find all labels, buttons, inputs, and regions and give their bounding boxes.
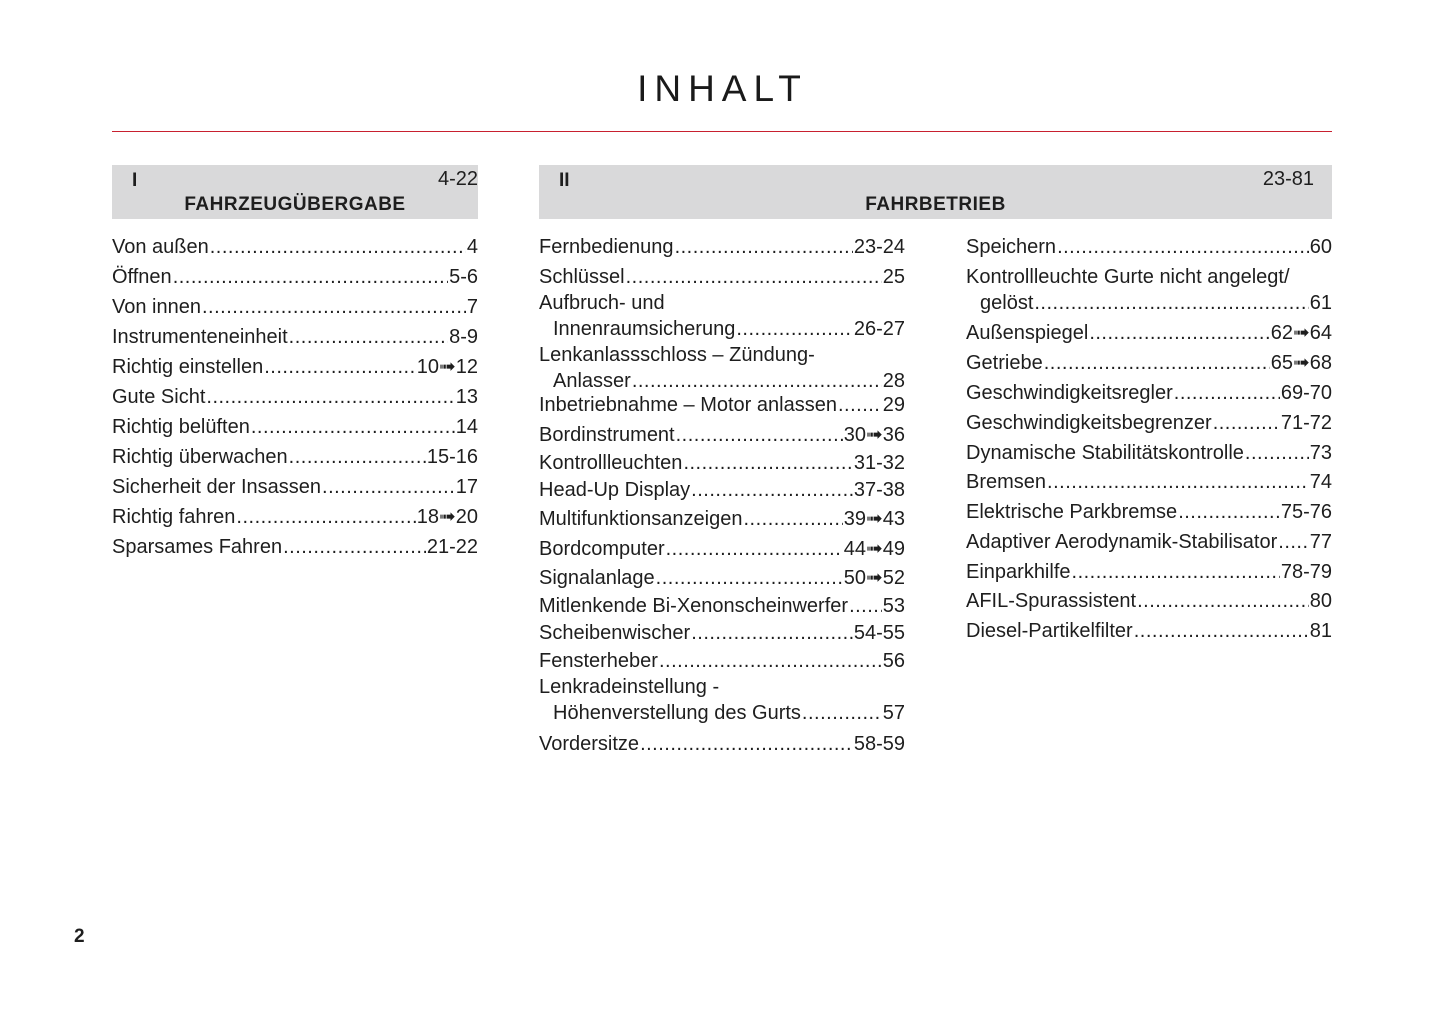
toc-entry-line bbox=[966, 469, 1332, 495]
toc-entry-page: 62➟64 bbox=[1270, 322, 1332, 344]
toc-entry-page: 80 bbox=[1309, 590, 1332, 612]
toc-entry[interactable] bbox=[112, 534, 478, 560]
toc-entry-line bbox=[966, 320, 1332, 346]
dot-leader bbox=[683, 450, 852, 476]
dot-leader bbox=[251, 414, 455, 440]
toc-entry-page: 21-22 bbox=[426, 536, 478, 558]
section-number: I bbox=[132, 170, 138, 191]
toc-entry-page: 77 bbox=[1309, 531, 1332, 553]
toc-entry-page: 5-6 bbox=[449, 266, 478, 288]
dot-leader bbox=[675, 234, 853, 260]
toc-entry[interactable] bbox=[966, 350, 1332, 376]
dot-leader bbox=[1178, 499, 1280, 525]
toc-entry[interactable] bbox=[539, 731, 905, 757]
toc-entry-line bbox=[966, 559, 1332, 585]
toc-entry-line bbox=[539, 700, 905, 726]
toc-entry-label: Gute Sicht bbox=[112, 386, 206, 408]
toc-entry[interactable] bbox=[966, 380, 1332, 406]
toc-entry-line bbox=[539, 392, 905, 418]
toc-entry[interactable] bbox=[966, 588, 1332, 614]
toc-entry-label: Geschwindigkeitsregler bbox=[966, 382, 1173, 404]
toc-entry[interactable] bbox=[539, 234, 905, 260]
toc-entry-label: Richtig einstellen bbox=[112, 356, 264, 378]
toc-entry[interactable] bbox=[539, 342, 905, 394]
toc-entry-label: Sparsames Fahren bbox=[112, 536, 283, 558]
toc-entry-page: 53 bbox=[882, 595, 905, 617]
toc-entry-line bbox=[966, 410, 1332, 436]
dot-leader bbox=[1213, 410, 1280, 436]
toc-entry-label: Elektrische Parkbremse bbox=[966, 501, 1178, 523]
toc-entry-line bbox=[539, 450, 905, 476]
toc-entry-label: Richtig fahren bbox=[112, 506, 236, 528]
toc-entry-label: Anlasser bbox=[553, 370, 631, 392]
toc-entry-page: 44➟49 bbox=[843, 538, 905, 560]
toc-entry-line bbox=[112, 234, 478, 260]
section-page-range: 4-22 bbox=[437, 168, 478, 190]
dot-leader bbox=[322, 474, 455, 500]
toc-entry-line bbox=[539, 477, 905, 503]
dot-leader bbox=[1245, 440, 1309, 466]
toc-entry-page: 7 bbox=[466, 296, 478, 318]
toc-entry[interactable] bbox=[966, 499, 1332, 525]
toc-entry-page: 15-16 bbox=[426, 446, 478, 468]
section-heading: FAHRZEUGÜBERGABE bbox=[184, 194, 406, 215]
dot-leader bbox=[206, 384, 454, 410]
toc-entry[interactable] bbox=[112, 354, 478, 380]
toc-entry-page: 13 bbox=[455, 386, 478, 408]
toc-entry[interactable] bbox=[539, 536, 905, 562]
toc-entry-line bbox=[539, 536, 905, 562]
page-title: INHALT bbox=[637, 68, 808, 109]
toc-entry-page: 29 bbox=[882, 394, 905, 416]
toc-entry-line bbox=[112, 474, 478, 500]
toc-entry-line bbox=[966, 529, 1332, 555]
toc-entry-title: Lenkanlassschloss – Zündung- bbox=[539, 344, 815, 366]
toc-entry-line bbox=[966, 290, 1332, 316]
toc-entry[interactable] bbox=[112, 474, 478, 500]
toc-entry-line bbox=[112, 444, 478, 470]
toc-entry-line bbox=[112, 354, 478, 380]
toc-entry-page: 78-79 bbox=[1280, 561, 1332, 583]
toc-entry-page: 71-72 bbox=[1280, 412, 1332, 434]
toc-entry-label: Bordinstrument bbox=[539, 424, 675, 446]
dot-leader bbox=[1044, 350, 1270, 376]
toc-entry-line bbox=[112, 414, 478, 440]
toc-entry-page: 10➟12 bbox=[416, 356, 478, 378]
toc-entry-page: 26-27 bbox=[853, 318, 905, 340]
toc-entry[interactable] bbox=[539, 422, 905, 448]
toc-entry-label: Einparkhilfe bbox=[966, 561, 1071, 583]
dot-leader bbox=[736, 316, 853, 342]
dot-leader bbox=[1089, 320, 1269, 346]
dot-leader bbox=[1174, 380, 1280, 406]
dot-leader bbox=[1137, 588, 1309, 614]
dot-leader bbox=[659, 648, 882, 674]
toc-entry-label: Öffnen bbox=[112, 266, 172, 288]
toc-entry-line bbox=[966, 618, 1332, 644]
dot-leader bbox=[1072, 559, 1280, 585]
toc-entry-label: gelöst bbox=[980, 292, 1034, 314]
toc-entry-line bbox=[112, 264, 478, 290]
toc-entry-label: Geschwindigkeitsbegrenzer bbox=[966, 412, 1212, 434]
toc-entry-label: Bremsen bbox=[966, 471, 1047, 493]
dot-leader bbox=[849, 593, 882, 619]
toc-entry[interactable] bbox=[966, 529, 1332, 555]
toc-entry[interactable] bbox=[539, 290, 905, 342]
toc-entry-label: Sicherheit der Insassen bbox=[112, 476, 322, 498]
toc-entry[interactable] bbox=[966, 559, 1332, 585]
toc-entry-line bbox=[539, 316, 905, 342]
toc-entry[interactable] bbox=[966, 469, 1332, 495]
toc-entry-title: Kontrollleuchte Gurte nicht angelegt/ bbox=[966, 266, 1290, 288]
toc-entry-line bbox=[966, 350, 1332, 376]
toc-entry[interactable] bbox=[112, 264, 478, 290]
toc-entry-page: 74 bbox=[1309, 471, 1332, 493]
toc-entry[interactable] bbox=[539, 264, 905, 290]
toc-entry-page: 69-70 bbox=[1280, 382, 1332, 404]
toc-entry-line bbox=[112, 384, 478, 410]
toc-entry-line bbox=[539, 620, 905, 646]
toc-entry[interactable] bbox=[966, 234, 1332, 260]
toc-entry-page: 75-76 bbox=[1280, 501, 1332, 523]
toc-entry[interactable] bbox=[539, 392, 905, 418]
dot-leader bbox=[236, 504, 415, 530]
toc-entry-label: Von innen bbox=[112, 296, 201, 318]
toc-entry[interactable] bbox=[539, 477, 905, 503]
dot-leader bbox=[1034, 290, 1308, 316]
toc-entry-line bbox=[539, 648, 905, 674]
toc-entry-label: Außenspiegel bbox=[966, 322, 1089, 344]
toc-entry-label: Mitlenkende Bi-Xenonscheinwerfer bbox=[539, 595, 849, 617]
toc-entry-label: Signalanlage bbox=[539, 567, 655, 589]
toc-entry-label: Multifunktionsanzeigen bbox=[539, 508, 743, 530]
section-header-2 bbox=[539, 165, 1332, 219]
toc-entry-page: 18➟20 bbox=[416, 506, 478, 528]
toc-entry-page: 25 bbox=[882, 266, 905, 288]
dot-leader bbox=[666, 536, 843, 562]
dot-leader bbox=[289, 324, 448, 350]
toc-entry[interactable] bbox=[539, 450, 905, 476]
dot-leader bbox=[743, 506, 842, 532]
dot-leader bbox=[1278, 529, 1308, 555]
toc-entry-label: Getriebe bbox=[966, 352, 1043, 374]
toc-entry-line bbox=[966, 440, 1332, 466]
toc-entry[interactable] bbox=[112, 504, 478, 530]
toc-entry-line bbox=[539, 593, 905, 619]
toc-entry-label: Speichern bbox=[966, 236, 1057, 258]
toc-entry-page: 61 bbox=[1309, 292, 1332, 314]
toc-entry[interactable] bbox=[112, 414, 478, 440]
toc-entry-line bbox=[966, 499, 1332, 525]
dot-leader bbox=[691, 477, 853, 503]
section-number: II bbox=[559, 170, 570, 191]
dot-leader bbox=[1047, 469, 1309, 495]
toc-entry-line bbox=[112, 534, 478, 560]
section-header-1 bbox=[112, 165, 478, 219]
toc-entry-line bbox=[539, 565, 905, 591]
toc-entry-line bbox=[539, 264, 905, 290]
section-page-range: 23-81 bbox=[1262, 168, 1314, 190]
title-divider bbox=[112, 131, 1332, 132]
toc-entry-page: 50➟52 bbox=[843, 567, 905, 589]
dot-leader bbox=[691, 620, 853, 646]
toc-entry-label: Bordcomputer bbox=[539, 538, 665, 560]
dot-leader bbox=[632, 368, 882, 394]
dot-leader bbox=[1134, 618, 1309, 644]
toc-entry-label: Instrumenteneinheit bbox=[112, 326, 288, 348]
toc-entry[interactable] bbox=[539, 648, 905, 674]
dot-leader bbox=[283, 534, 426, 560]
toc-entry[interactable] bbox=[966, 618, 1332, 644]
toc-entry[interactable] bbox=[112, 444, 478, 470]
dot-leader bbox=[289, 444, 426, 470]
toc-entry-page: 31-32 bbox=[853, 452, 905, 474]
toc-entry-label: AFIL-Spurassistent bbox=[966, 590, 1137, 612]
dot-leader bbox=[626, 264, 882, 290]
toc-entry-line bbox=[112, 324, 478, 350]
toc-entry-page: 23-24 bbox=[853, 236, 905, 258]
toc-entry-page: 8-9 bbox=[449, 326, 478, 348]
page-number: 2 bbox=[74, 926, 85, 947]
toc-entry[interactable] bbox=[966, 264, 1332, 316]
toc-entry-page: 54-55 bbox=[853, 622, 905, 644]
toc-entry[interactable] bbox=[966, 440, 1332, 466]
section-heading: FAHRBETRIEB bbox=[865, 194, 1006, 215]
toc-entry[interactable] bbox=[539, 620, 905, 646]
toc-entry-line bbox=[539, 506, 905, 532]
dot-leader bbox=[1057, 234, 1309, 260]
toc-entry[interactable] bbox=[112, 384, 478, 410]
dot-leader bbox=[264, 354, 416, 380]
toc-entry-page: 30➟36 bbox=[843, 424, 905, 446]
toc-entry-page: 28 bbox=[882, 370, 905, 392]
toc-entry-page: 14 bbox=[455, 416, 478, 438]
toc-entry[interactable] bbox=[539, 506, 905, 532]
toc-entry-page: 73 bbox=[1309, 442, 1332, 464]
toc-entry-label: Diesel-Partikelfilter bbox=[966, 620, 1133, 642]
toc-entry-line bbox=[539, 368, 905, 394]
dot-leader bbox=[202, 294, 466, 320]
toc-entry-title: Aufbruch- und bbox=[539, 292, 665, 314]
toc-entry[interactable] bbox=[539, 674, 905, 726]
toc-entry-page: 17 bbox=[455, 476, 478, 498]
toc-entry-line bbox=[966, 380, 1332, 406]
toc-entry-line bbox=[966, 234, 1332, 260]
toc-entry-label: Höhenverstellung des Gurts bbox=[553, 702, 801, 724]
toc-entry-label: Scheibenwischer bbox=[539, 622, 691, 644]
toc-entry-page: 65➟68 bbox=[1270, 352, 1332, 374]
toc-entry-line bbox=[539, 731, 905, 757]
toc-entry-line bbox=[112, 294, 478, 320]
toc-entry[interactable] bbox=[112, 234, 478, 260]
toc-entry[interactable] bbox=[112, 294, 478, 320]
toc-entry-label: Kontrollleuchten bbox=[539, 452, 683, 474]
toc-entry-page: 39➟43 bbox=[843, 508, 905, 530]
toc-entry-page: 60 bbox=[1309, 236, 1332, 258]
toc-entry[interactable] bbox=[112, 324, 478, 350]
toc-entry-title: Lenkradeinstellung - bbox=[539, 676, 720, 698]
toc-entry-page: 81 bbox=[1309, 620, 1332, 642]
toc-entry-label: Fensterheber bbox=[539, 650, 658, 672]
dot-leader bbox=[802, 700, 882, 726]
toc-entry-label: Richtig überwachen bbox=[112, 446, 288, 468]
toc-entry-page: 37-38 bbox=[853, 479, 905, 501]
toc-entry-label: Dynamische Stabilitätskontrolle bbox=[966, 442, 1244, 464]
toc-entry-line bbox=[539, 234, 905, 260]
toc-entry-label: Inbetriebnahme – Motor anlassen bbox=[539, 394, 837, 416]
dot-leader bbox=[210, 234, 466, 260]
toc-entry-label: Von außen bbox=[112, 236, 209, 258]
toc-entry[interactable] bbox=[539, 565, 905, 591]
toc-entry-page: 57 bbox=[882, 702, 905, 724]
toc-entry-line bbox=[539, 422, 905, 448]
toc-entry-page: 4 bbox=[466, 236, 478, 258]
toc-entry-label: Head-Up Display bbox=[539, 479, 691, 501]
toc-entry-label: Fernbedienung bbox=[539, 236, 674, 258]
dot-leader bbox=[676, 422, 843, 448]
toc-entry-label: Richtig belüften bbox=[112, 416, 250, 438]
dot-leader bbox=[656, 565, 843, 591]
dot-leader bbox=[838, 392, 882, 418]
dot-leader bbox=[173, 264, 448, 290]
toc-entry-label: Adaptiver Aerodynamik-Stabilisator bbox=[966, 531, 1278, 553]
toc-entry-label: Innenraumsicherung bbox=[553, 318, 736, 340]
toc-entry-line bbox=[112, 504, 478, 530]
toc-entry-label: Vordersitze bbox=[539, 733, 640, 755]
toc-entry-page: 58-59 bbox=[853, 733, 905, 755]
toc-entry[interactable] bbox=[966, 410, 1332, 436]
toc-entry-label: Schlüssel bbox=[539, 266, 625, 288]
toc-entry[interactable] bbox=[539, 593, 905, 619]
toc-entry-page: 56 bbox=[882, 650, 905, 672]
dot-leader bbox=[640, 731, 853, 757]
toc-entry-line bbox=[966, 588, 1332, 614]
toc-entry[interactable] bbox=[966, 320, 1332, 346]
